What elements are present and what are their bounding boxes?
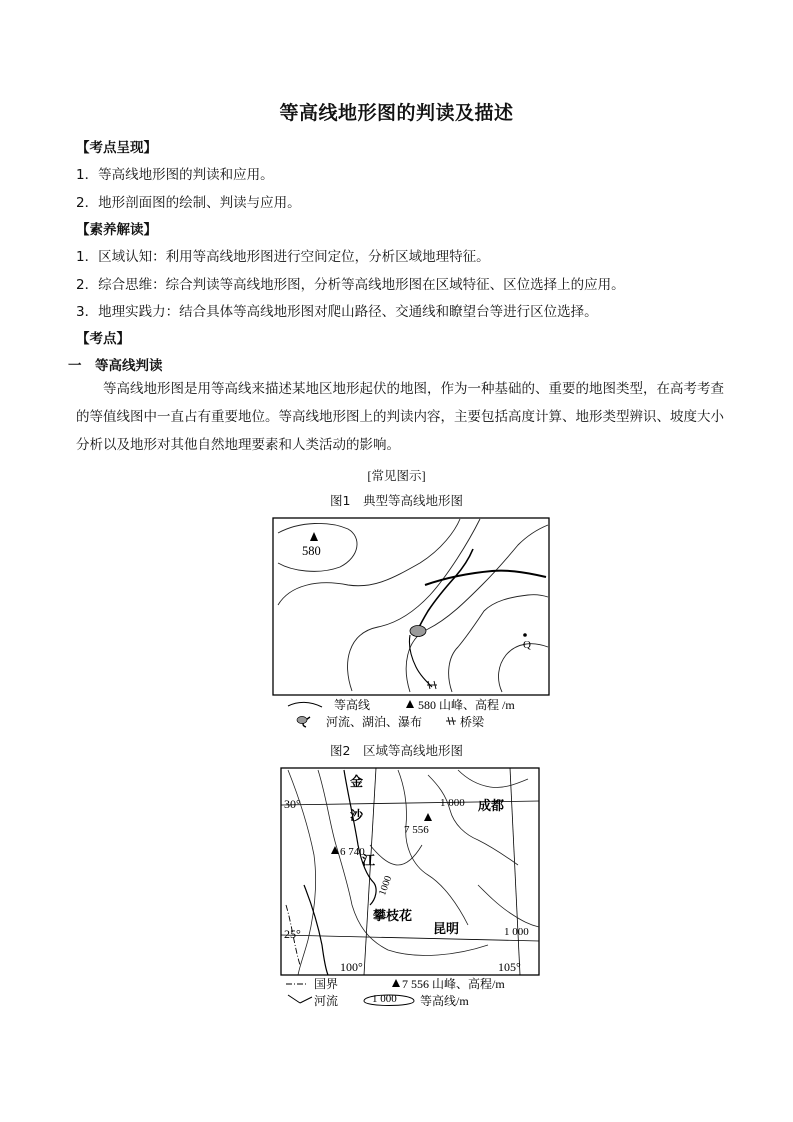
page-title: 等高线地形图的判读及描述 — [279, 102, 514, 124]
section-heading-suyang-jiedu: 【素养解读】 — [76, 222, 157, 238]
body-paragraph: 等高线地形图是用等高线来描述某地区地形起伏的地图，作为一种基础的、重要的地图类型，在高考考查的等值线图中一直占有重要地位。等高线地形图上的判读内容，主要包括高度计算、地形类型辨识、坡度大小分析以及地形对其他自然地理要素和人类活动的影响。 — [76, 381, 724, 453]
map-label: 金 — [350, 774, 364, 789]
peak-label: 580 — [302, 544, 321, 558]
contour-value-label: 1000 — [377, 874, 395, 897]
legend-bridge-icon — [446, 717, 456, 725]
legend-river-text: 河流、湖泊、瀑布 — [326, 715, 423, 729]
legend-border-text: 国界 — [314, 977, 339, 991]
legend-contour-text: 等高线/m — [420, 994, 469, 1008]
legend-contour-icon — [288, 702, 322, 707]
legend-river-text: 河流 — [314, 994, 339, 1008]
figure-group-caption: [常见图示] — [367, 469, 426, 483]
contour-value-label: 1 000 — [440, 797, 465, 809]
city-label: 昆明 — [433, 921, 460, 936]
figure-1-contour-map — [270, 515, 552, 730]
figure-2-caption: 图2 区域等高线地形图 — [330, 743, 463, 758]
subsection-heading: 一 等高线判读 — [68, 358, 163, 374]
legend-contour-text: 等高线 — [334, 698, 371, 712]
point-q-label: Q — [523, 639, 531, 651]
legend-peak-text: 7 556 山峰、高程/m — [402, 977, 505, 991]
list-item: 2．综合思维：综合判读等高线地形图，分析等高线地形图在区域特征、区位选择上的应用。 — [76, 277, 625, 293]
peak-label: 7 556 — [404, 824, 429, 836]
list-item: 1．等高线地形图的判读和应用。 — [76, 167, 274, 183]
legend-peak-icon — [392, 979, 400, 987]
point-q-icon — [523, 633, 527, 637]
legend-peak-text: 580 山峰、高程 /m — [418, 698, 515, 712]
latitude-label: 30° — [284, 797, 301, 811]
map-label: 江 — [362, 853, 376, 868]
list-item: 3．地理实践力：结合具体等高线地形图对爬山路径、交通线和瞭望台等进行区位选择。 — [76, 304, 598, 320]
lake-icon — [410, 626, 426, 637]
list-item: 2．地形剖面图的绘制、判读与应用。 — [76, 195, 301, 211]
latitude-label: 25° — [284, 927, 301, 941]
figure-1-caption: 图1 典型等高线地形图 — [330, 493, 463, 508]
city-label: 攀枝花 — [373, 908, 413, 923]
section-heading-kaodian: 【考点】 — [76, 331, 130, 347]
list-item: 1．区域认知：利用等高线地形图进行空间定位，分析区域地理特征。 — [76, 249, 490, 265]
legend-river-icon — [288, 995, 312, 1003]
contour-value-label: 1 000 — [504, 926, 529, 938]
figure-2-contour-map — [278, 765, 548, 1010]
legend-peak-icon — [406, 700, 414, 708]
city-label: 成都 — [478, 798, 505, 813]
legend-lake-icon — [297, 717, 307, 724]
legend-bridge-text: 桥梁 — [460, 715, 485, 729]
legend-contour-value: 1 000 — [372, 993, 397, 1005]
longitude-label: 100° — [340, 960, 363, 974]
section-heading-kaodian-chengxian: 【考点呈现】 — [76, 140, 157, 156]
longitude-label: 105° — [498, 960, 521, 974]
map-label: 沙 — [350, 808, 364, 823]
peak-label: 6 740 — [340, 846, 365, 858]
